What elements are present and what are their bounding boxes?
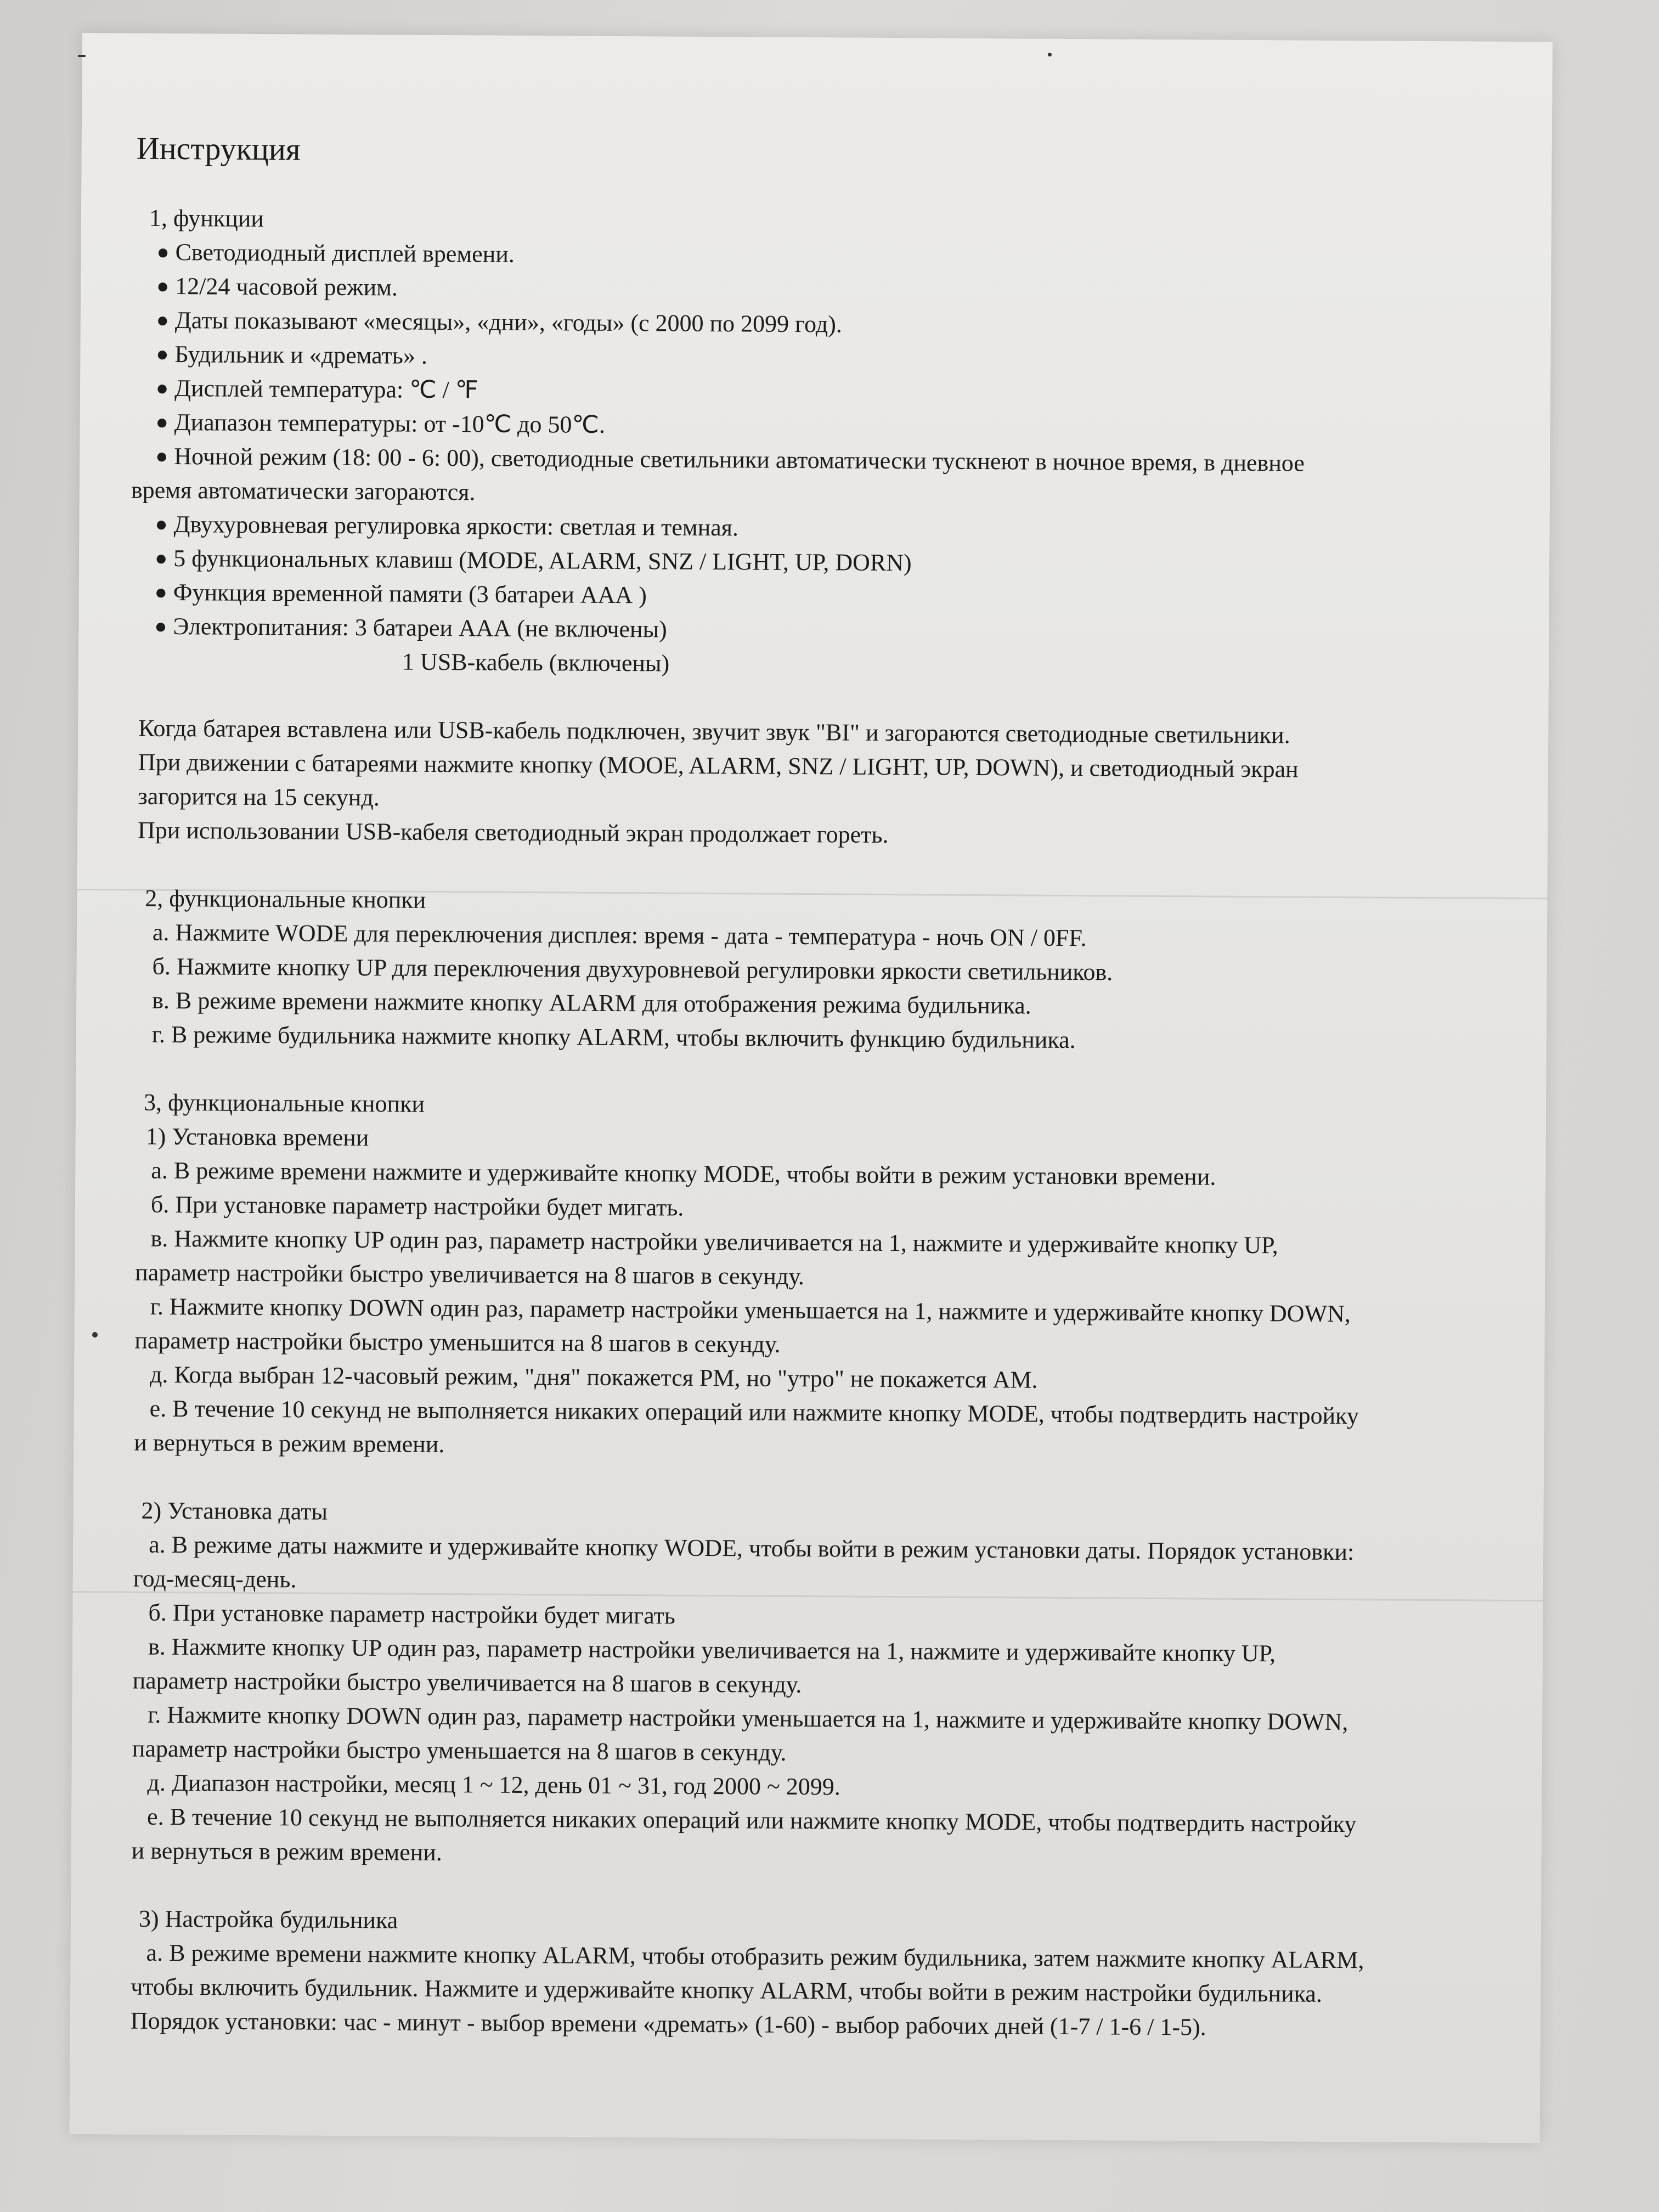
list-item: б. Нажмите кнопку UP для переключения двухуровневой регулировки яркости светильников.: [152, 952, 1113, 986]
list-item: ● Ночной режим (18: 00 - 6: 00), светодиодные светильники автоматически тускнеют в ночное время, в дневное: [155, 439, 1418, 481]
bullet-icon: ●: [156, 342, 169, 366]
bullet-icon: ●: [156, 274, 170, 298]
section-heading: 3, функциональные кнопки: [143, 1088, 425, 1118]
bullet-icon: ●: [156, 240, 170, 264]
date-setting: [132, 1494, 1412, 1876]
usb-cable-line: 1 USB-кабель (включены): [402, 648, 670, 677]
list-item: ● Светодиодный дисплей времени.: [156, 235, 1419, 277]
list-item: а. Нажмите WODE для переключения дисплея: время - дата - температура - ночь ON / 0FF.: [152, 918, 1087, 952]
paragraph-line: е. В течение 10 секунд не выполняется никаких операций или нажмите кнопку MODE, чтобы подтвердить настройку: [146, 1803, 1357, 1838]
paragraph-line: параметр настройки быстро увеличивается на 8 шагов в секунду.: [132, 1667, 802, 1699]
bullet-icon: ●: [154, 580, 167, 604]
subsection-heading: 2) Установка даты: [141, 1497, 328, 1525]
paragraph-line: параметр настройки быстро уменьшается на 8 шагов в секунду.: [132, 1735, 787, 1766]
list-item: ● Электропитания: 3 батареи ААА (не включены): [154, 610, 1417, 651]
paragraph-line: в. Нажмите кнопку UP один раз, параметр настройки увеличивается на 1, нажмите и удерживайте кнопку UP,: [150, 1224, 1278, 1259]
bullet-icon: ●: [154, 614, 167, 638]
bullet-icon: ●: [156, 308, 169, 332]
instruction-sheet: [70, 33, 1553, 2143]
paragraph-line: и вернуться в режим времени.: [134, 1429, 445, 1458]
list-item: ● 5 функциональных клавиш (MODE, ALARM, SNZ / LIGHT, UP, DORN): [155, 541, 1418, 583]
paragraph-line: а. В режиме времени нажмите кнопку ALARM, чтобы отобразить режим будильника, затем нажмите кнопку ALARM,: [146, 1939, 1364, 1974]
paragraph-line: При использовании USB-кабеля светодиодный экран продолжает гореть.: [137, 816, 889, 849]
list-item: ● Функция временной памяти (3 батареи ААА ): [155, 575, 1418, 617]
document-body: [131, 127, 1420, 2046]
bullet-icon: ●: [155, 410, 168, 434]
paragraph-line: б. При установке параметр настройки будет мигать.: [150, 1190, 684, 1221]
paragraph-line: а. В режиме даты нажмите и удерживайте кнопку WODE, чтобы войти в режим установки даты. Порядок установки:: [149, 1531, 1355, 1566]
paragraph-line: При движении с батареями нажмите кнопку (MOOE, ALARM, SNZ / LIGHT, UP, DOWN), и светодиодный экран: [138, 748, 1299, 783]
list-item: г. В режиме будильника нажмите кнопку ALARM, чтобы включить функцию будильника.: [151, 1020, 1076, 1054]
paragraph-line: д. Диапазон настройки, месяц 1 ~ 12, день 01 ~ 31, год 2000 ~ 2099.: [147, 1769, 840, 1801]
list-item: ● 12/24 часовой режим.: [156, 269, 1419, 311]
paragraph-line: параметр настройки быстро уменьшится на 8 шагов в секунду.: [134, 1327, 781, 1358]
list-item: ● Двухуровневая регулировка яркости: светлая и темная.: [155, 507, 1418, 549]
paragraph-line: г. Нажмите кнопку DOWN один раз, параметр настройки уменьшается на 1, нажмите и удерживайте кнопку DOWN,: [150, 1293, 1351, 1328]
section-buttons: [137, 882, 1416, 1059]
list-item: ● Диапазон температуры: от -10℃ до 50℃.: [155, 405, 1418, 447]
features-list-continued: [139, 507, 1418, 651]
paragraph-line: б. При установке параметр настройки будет мигать: [148, 1599, 676, 1629]
features-list: [140, 235, 1420, 481]
paragraph-line: д. Когда выбран 12-часовый режим, "дня" покажется PM, но "утро" не покажется AM.: [149, 1361, 1038, 1393]
paragraph-line: е. В течение 10 секунд не выполняется никаких операций или нажмите кнопку MODE, чтобы подтвердить настройку: [149, 1395, 1359, 1430]
paragraph-line: а. В режиме времени нажмите и удерживайте кнопку MODE, чтобы войти в режим установки времени.: [151, 1156, 1216, 1190]
paragraph-line: чтобы включить будильник. Нажмите и удерживайте кнопку ALARM, чтобы войти в режим настройки будильника.: [131, 1973, 1323, 2007]
bullet-icon: ●: [155, 376, 169, 400]
document-title: Инструкция: [136, 130, 301, 167]
list-item: ● Будильник и «дремать» .: [156, 337, 1419, 379]
paragraph-line: в. Нажмите кнопку UP один раз, параметр настройки увеличивается на 1, нажмите и удерживайте кнопку UP,: [148, 1633, 1276, 1667]
subsection-heading: 3) Настройка будильника: [138, 1905, 398, 1934]
subsection-heading: 1) Установка времени: [145, 1122, 369, 1152]
bullet-icon: ●: [155, 444, 168, 468]
list-item-continuation: время автоматически загораются.: [131, 476, 476, 506]
bullet-icon: ●: [155, 512, 168, 536]
paragraph-line: Когда батарея вставлена или USB-кабель подключен, звучит звук "BI" и загораются светодиодные светильники.: [138, 714, 1290, 749]
list-item: в. В режиме времени нажмите кнопку ALARM для отображения режима будильника.: [152, 986, 1031, 1019]
bullet-icon: ●: [155, 546, 168, 570]
paragraph-line: год-месяц-день.: [133, 1565, 297, 1593]
list-item: ● Даты показывают «месяцы», «дни», «годы» (с 2000 по 2099 год).: [156, 303, 1419, 345]
paper-speck: [1048, 53, 1052, 57]
paper-speck: [78, 55, 86, 57]
paragraph-line: загорится на 15 секунд.: [138, 782, 380, 811]
paragraph-line: параметр настройки быстро увеличивается на 8 шагов в секунду.: [135, 1259, 805, 1290]
list-item: ● Дисплей температура: ℃ / ℉: [156, 371, 1419, 413]
section-heading: 2, функциональные кнопки: [145, 884, 426, 913]
alarm-setting: [131, 1902, 1409, 2046]
section-settings: [131, 1086, 1415, 2046]
paragraph-line: г. Нажмите кнопку DOWN один раз, параметр настройки уменьшается на 1, нажмите и удерживайте кнопку DOWN,: [148, 1701, 1348, 1736]
paragraph-line: и вернуться в режим времени.: [131, 1837, 442, 1866]
power-notes: [138, 712, 1417, 855]
paragraph-line: Порядок установки: час - минут - выбор времени «дремать» (1-60) - выбор рабочих дней (1-7 / 1-6 / 1-5).: [130, 2007, 1206, 2041]
paper-speck: [92, 1332, 98, 1338]
section-heading: 1, функции: [149, 204, 264, 233]
